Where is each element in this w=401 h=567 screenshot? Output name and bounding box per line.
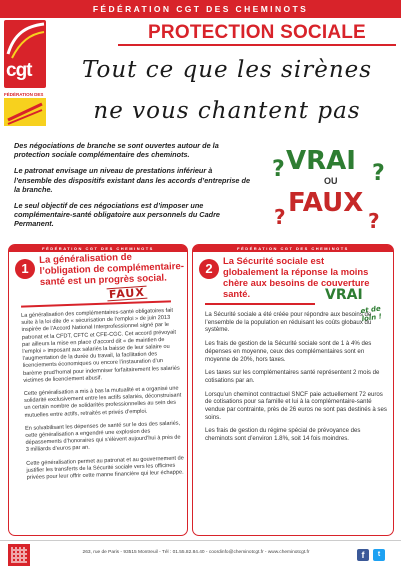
panel-body	[205, 311, 387, 449]
svg-text:?: ?	[368, 209, 380, 233]
svg-text:?: ?	[272, 157, 285, 182]
vrai-word: VRAI	[286, 146, 356, 176]
federation-banner: FÉDÉRATION CGT DES CHEMINOTS	[0, 0, 401, 18]
panel-body	[21, 307, 185, 488]
cgt-logo	[4, 20, 46, 128]
ou-word: OU	[324, 176, 338, 186]
title-underline	[118, 44, 396, 46]
logo-caption: FÉDÉRATION DES	[4, 92, 44, 97]
panel-heading: La généralisation de l’obligation de complémentaire-santé est un progrès social.	[39, 251, 185, 288]
intro-paragraph: Des négociations de branche se sont ouvertes autour de la protection sociale complémentaire des cheminots.	[14, 141, 219, 160]
faux-word: FAUX	[288, 188, 364, 218]
vrai-ou-faux-graphic	[268, 146, 393, 236]
panel-heading: La Sécurité sociale est globalement la réponse la moins chère aux besoins de couverture santé.	[223, 255, 370, 299]
page-title: PROTECTION SOCIALE	[148, 22, 366, 43]
panel-paragraph: Les frais de gestion du régime spécial de prévoyance des cheminots sont d’environ 1.8%, soit 14 fois moindres.	[205, 427, 361, 443]
panel-paragraph: Lorsqu’un cheminot contractuel SNCF paie actuellement 72 euros de cotisations pour sa famille et lui à la complémentaire-santé vendue par contrainte, près de 26 euros ne sont pas destinés à ses soins.	[205, 390, 387, 421]
panel-number: 2	[199, 259, 219, 279]
panel-paragraph: En solvabilisant les dépenses de santé sur le dos des salariés, cette généralisation a engendré une explosion des dépassements d’honoraires qui s’élèvent aujourd’hui à près de 3 milliards d’euros par an.	[24, 420, 181, 454]
slogan-line-2: ne vous chantent pas	[93, 98, 361, 124]
qr-code-icon[interactable]	[8, 544, 30, 566]
intro-text	[14, 141, 252, 236]
twitter-icon[interactable]: t	[373, 549, 385, 561]
panel-paragraph: Les frais de gestion de la Sécurité sociale sont de 1 à 4% des dépenses en moyenne, ceux des complémentaires sont en moyenne de 20%, hors taxes.	[205, 340, 372, 363]
cgt-logo-block	[4, 20, 46, 88]
facebook-icon[interactable]: f	[357, 549, 369, 561]
cgt-letters: cgt	[6, 60, 32, 81]
panel-paragraph: Les taxes sur les complémentaires santé représentent 2 mois de cotisations par an.	[205, 369, 380, 384]
panel-myth-1	[8, 244, 188, 536]
logo-swoosh-icon	[4, 20, 46, 60]
panel-number: 1	[15, 259, 35, 279]
svg-text:?: ?	[372, 161, 385, 186]
panel-divider	[205, 303, 315, 305]
footer-contact: 263, rue de Paris - 93515 Montreuil - Tél : 01.55.82.84.40 - coordinfo@cheminotcgt.fr - www.cheminotcgt.fr	[82, 550, 310, 555]
intro-paragraph: Le seul objectif de ces négociations est d’imposer une complémentaire-santé obligatoire aux personnels du Cadre Permanent.	[14, 201, 220, 229]
panel-paragraph: La Sécurité sociale a été créée pour répondre aux besoins de l’ensemble de la population en réduisant les coûts globaux du système.	[205, 311, 372, 334]
panel-paragraph: Cette généralisation a mis à bas la mutualité et a organisé une solidarité exclusivement entre les actifs salariés, déconstruisant un certain nombre de solidarités professionnelles au sein des mutuelles entre actifs, retraités et privés d’emploi.	[23, 385, 182, 419]
panel-myth-2	[192, 244, 394, 536]
slogan-line-1: Tout ce que les sirènes	[81, 57, 373, 83]
faux-stamp: FAUX	[108, 285, 146, 302]
panel-paragraph: La généralisation des complémentaires-santé obligatoires fait suite à la loi dite de « sécurisation de l’emploi » de juin 2013 inspirée de l’Accord National Interprofessionnel signé par le patronat et la CFDT, CFTC et CFE-CGC. Cet accord prévoyait par ailleurs la mise en place d’accord dit « de maintien de l’emploi » imposant aux salariés la baisse de leur salaire ou l’augmentation de la durée du travail, la facilitation des licenciements économiques ou encore l’instauration d’un barème prud’homal pour indemniser forfaitairement les salariés victimes de licenciement abusif.	[21, 307, 180, 384]
panel-band: FÉDÉRATION CGT DES CHEMINOTS	[9, 245, 187, 252]
vrai-stamp-extra: et de loin !	[360, 304, 383, 324]
intro-paragraph: Le patronat envisage un niveau de prestations inférieur à l’ensemble des dispositifs existant dans les accords d’entreprise de la branche.	[14, 166, 251, 194]
rail-emblem-icon	[4, 98, 46, 126]
panel-divider	[21, 300, 171, 307]
panel-paragraph: Cette généralisation permet au patronat et au gouvernement de justifier les transferts de la Sécurité sociale vers les officines privées pour leur offrir cette manne financière qui leur échappe.	[26, 455, 184, 481]
svg-text:?: ?	[274, 205, 286, 229]
panel-band: FÉDÉRATION CGT DES CHEMINOTS	[193, 245, 393, 252]
vrai-stamp: VRAI	[325, 287, 363, 303]
footer	[0, 540, 401, 567]
